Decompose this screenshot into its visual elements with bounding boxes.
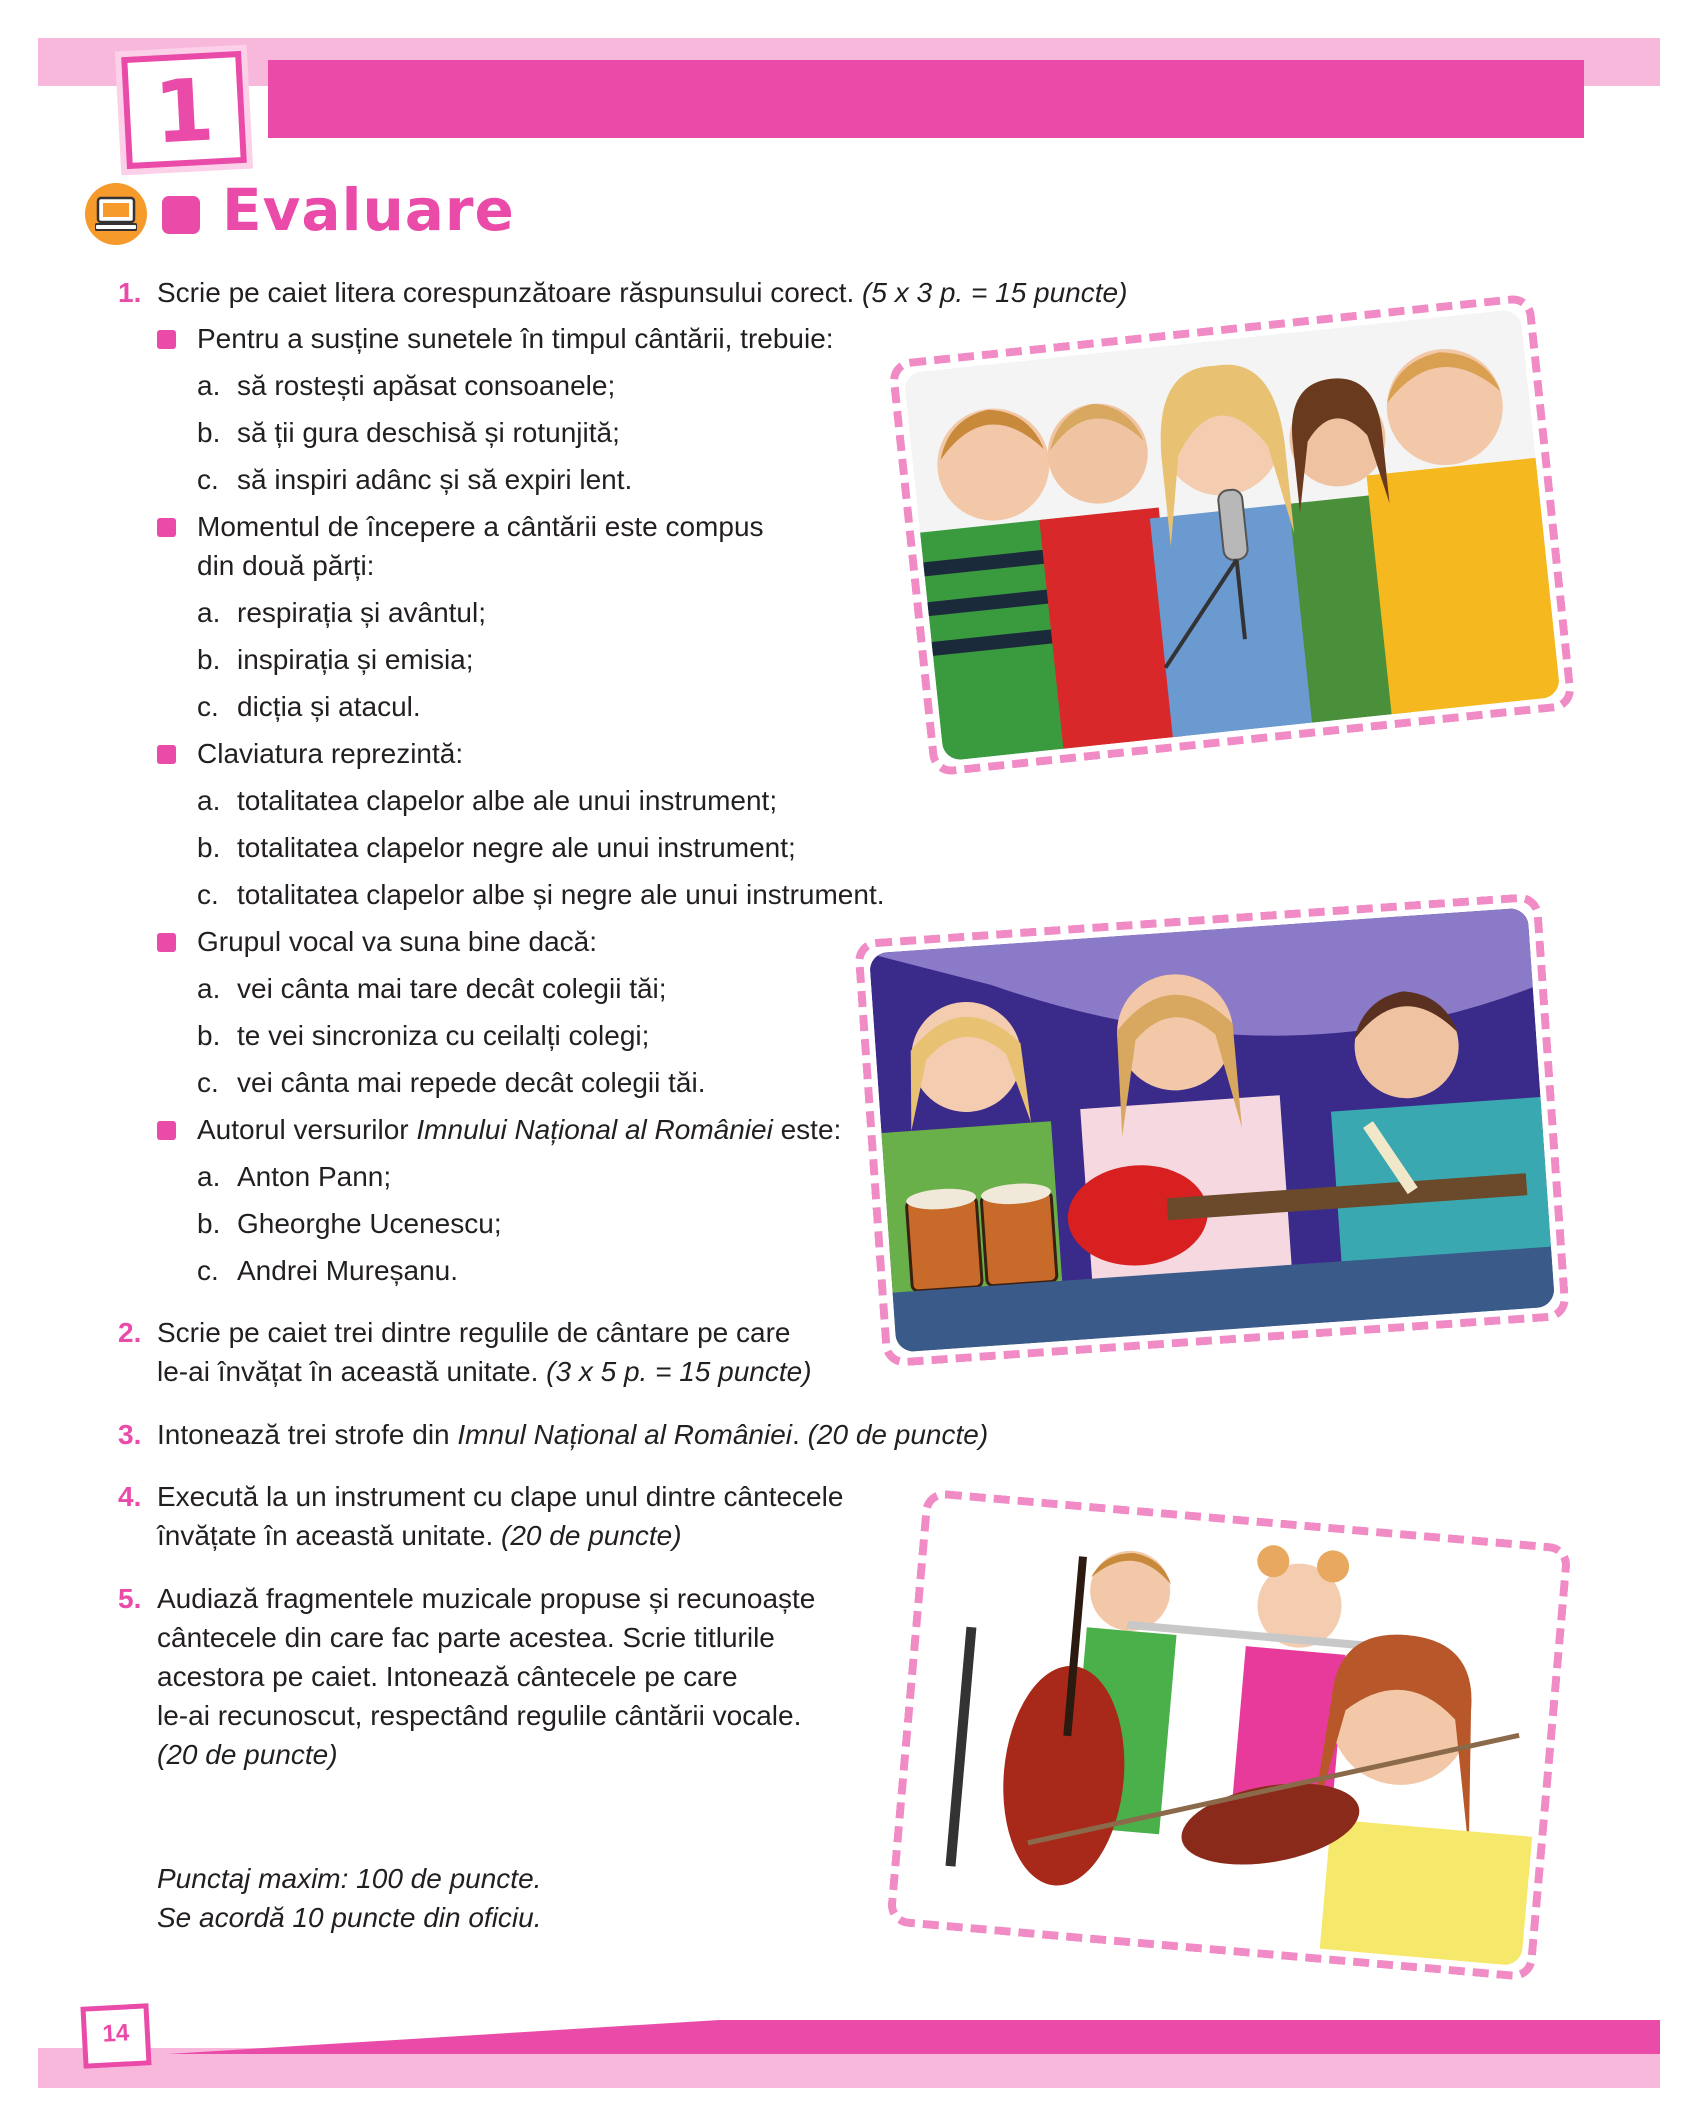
section-title: Evaluare	[222, 176, 515, 244]
item-3-option-c: c. totalitatea clapelor albe și negre ale unui instrument.	[197, 879, 885, 910]
top-accent-bar	[268, 60, 1584, 138]
item-4-option-c: c. vei cânta mai repede decât colegii tăi.	[197, 1067, 706, 1098]
item-5-option-b: b. Gheorghe Ucenescu;	[197, 1208, 502, 1239]
item-1-option-a: a. să rostești apăsat consoanele;	[197, 370, 616, 401]
question-2-number: 2.	[118, 1317, 142, 1348]
item-3-prompt: Claviatura reprezintă:	[197, 738, 464, 769]
question-1	[118, 276, 141, 310]
page-number: 14	[101, 2019, 130, 2048]
item-5-prompt: Autorul versurilor Imnului Național al României este:	[197, 1114, 842, 1145]
item-4-option-a: a. vei cânta mai tare decât colegii tăi;	[197, 973, 667, 1004]
item-bullet	[157, 745, 176, 764]
unit-number: 1	[151, 60, 217, 164]
question-4-line2: învățate în această unitate. (20 de puncte)	[157, 1520, 682, 1551]
question-3-text: Intonează trei strofe din Imnul Național al României. (20 de puncte)	[157, 1419, 989, 1450]
item-bullet	[157, 933, 176, 952]
singing-children-illustration	[903, 309, 1560, 762]
question-number: 1.	[118, 277, 142, 308]
instruments-illustration	[869, 907, 1555, 1352]
question-3-number: 3.	[118, 1419, 142, 1450]
item-3-option-b: b. totalitatea clapelor negre ale unui instrument;	[197, 832, 796, 863]
max-score: Punctaj maxim: 100 de puncte.	[157, 1863, 542, 1894]
photo-children-singing	[903, 309, 1560, 762]
question-4-line1: Execută la un instrument cu clape unul dintre cântecele	[157, 1481, 844, 1512]
question-4-number: 4.	[118, 1481, 142, 1512]
question-5-points: (20 de puncte)	[157, 1739, 338, 1770]
item-1-option-b: b. să ții gura deschisă și rotunjită;	[197, 417, 620, 448]
question-5-line1: Audiază fragmentele muzicale propuse și recunoaște	[157, 1583, 816, 1614]
item-5-option-a: a. Anton Pann;	[197, 1161, 392, 1192]
header-bullet	[162, 196, 200, 234]
item-3-option-a: a. totalitatea clapelor albe ale unui instrument;	[197, 785, 778, 816]
question-1-statement: Scrie pe caiet litera corespunzătoare răspunsului corect.	[157, 277, 855, 308]
bottom-band	[38, 2048, 1660, 2088]
bonus-score: Se acordă 10 puncte din oficiu.	[157, 1902, 542, 1933]
item-bullet	[157, 518, 176, 537]
question-2-line1: Scrie pe caiet trei dintre regulile de cântare pe care	[157, 1317, 791, 1348]
item-2-prompt-line1: Momentul de începere a cântării este compus	[197, 511, 764, 542]
photo-children-strings	[901, 1504, 1556, 1967]
item-2-option-a: a. respirația și avântul;	[197, 597, 487, 628]
photo-children-instruments	[869, 907, 1555, 1352]
item-4-option-b: b. te vei sincroniza cu ceilalți colegi;	[197, 1020, 650, 1051]
item-1-prompt: Pentru a susține sunetele în timpul cântării, trebuie:	[197, 323, 834, 354]
unit-number-badge	[121, 51, 247, 169]
item-2-option-c: c. dicția și atacul.	[197, 691, 421, 722]
question-5-number: 5.	[118, 1583, 142, 1614]
item-bullet	[157, 330, 176, 349]
question-1-text	[157, 276, 1127, 310]
item-2-option-b: b. inspirația și emisia;	[197, 644, 474, 675]
question-2-line2: le-ai învățat în această unitate. (3 x 5 p. = 15 puncte)	[157, 1356, 812, 1387]
item-4-prompt: Grupul vocal va suna bine dacă:	[197, 926, 598, 957]
question-5-line3: acestora pe caiet. Intonează cântecele pe care	[157, 1661, 738, 1692]
item-bullet	[157, 1121, 176, 1140]
question-5-line2: cântecele din care fac parte acestea. Scrie titlurile	[157, 1622, 775, 1653]
question-1-points: (5 x 3 p. = 15 puncte)	[862, 277, 1128, 308]
strings-illustration	[901, 1504, 1556, 1967]
item-5-option-c: c. Andrei Mureșanu.	[197, 1255, 459, 1286]
item-1-option-c: c. să inspiri adânc și să expiri lent.	[197, 464, 633, 495]
page-number-badge	[80, 2003, 151, 2068]
bottom-accent-bar	[38, 2020, 1660, 2054]
computer-icon	[85, 183, 147, 245]
item-2-prompt-line2: din două părți:	[197, 550, 375, 581]
question-5-line4: le-ai recunoscut, respectând regulile cântării vocale.	[157, 1700, 802, 1731]
